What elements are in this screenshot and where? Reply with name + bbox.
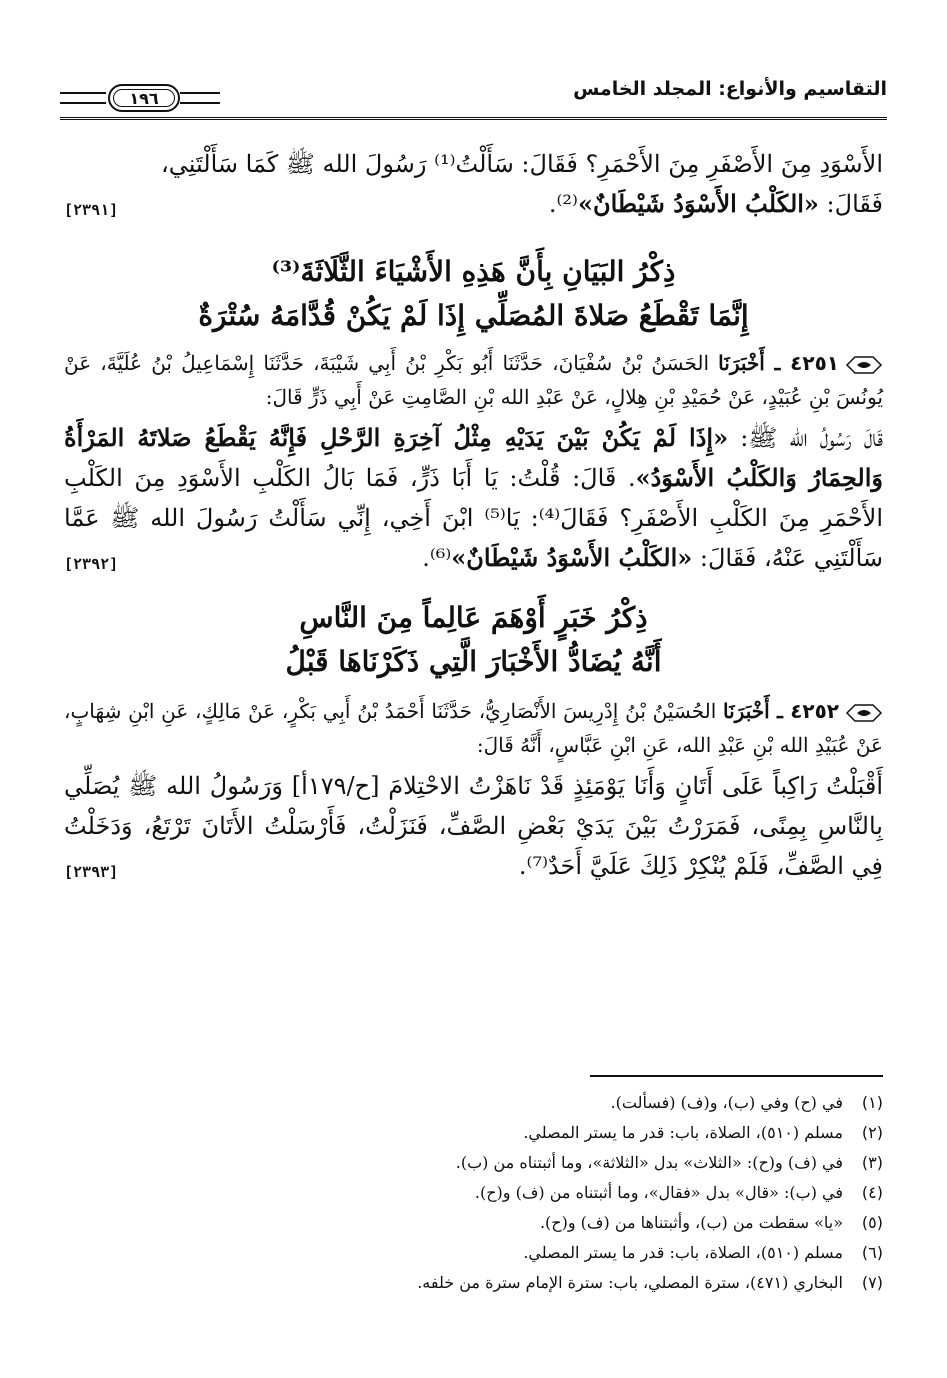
header-rule: [60, 117, 887, 120]
matn-text: ⁽⁶⁾.: [422, 544, 452, 572]
text-line: ⁽²⁾.: [548, 190, 578, 218]
page-number-box: [108, 84, 180, 112]
hadith-4251-text: [64, 418, 883, 578]
footnotes: [64, 1088, 883, 1298]
hadith-number: ٤٢٥٢: [790, 699, 840, 723]
heading-line: أَنَّهُ يُضَادُّ الأَخْبَارَ الَّتِي ذَكَرْنَاهَا قَبْلُ: [285, 645, 662, 678]
hadith-reference: [٢٣٩٣]: [64, 863, 119, 881]
footnote-text: «يا» سقطت من (ب)، وأثبتناها من (ف) و(ح).: [539, 1213, 843, 1232]
footnote: [64, 1208, 883, 1238]
page-number-frame: [60, 84, 220, 112]
footnote-separator: [590, 1075, 883, 1077]
footnote-text: مسلم (٥١٠)، الصلاة، باب: قدر ما يستر المصلي.: [523, 1123, 843, 1142]
section-heading: [64, 250, 883, 338]
footnote-number: (٥): [861, 1213, 883, 1232]
main-text: [64, 130, 883, 892]
page-number: ١٩٦: [113, 89, 175, 107]
footnote-text: البخاري (٤٧١)، سترة المصلي، باب: سترة الإمام سترة من خلفه.: [417, 1273, 843, 1292]
footnote-number: (٧): [861, 1273, 883, 1292]
hadith-ornament-icon: [845, 355, 883, 375]
isnad-text: الحَسَنُ بْنُ سُفْيَانَ، حَدَّثَنَا أَبُو بَكْرِ بْنُ أَبِي شَيْبَةَ، حَدَّثَنَا إِسْمَاعِيلُ بْنُ عُلَيَّةَ، عَنْ يُونُسَ بْنِ عُبَيْدٍ، عَنْ حُمَيْدِ بْنِ هِلالٍ، عَنْ عَبْدِ الله بْنِ الصَّامِتِ عَنْ أَبِي ذَرٍّ قَالَ:: [64, 351, 883, 409]
footnote-text: في (ف) و(ح): «الثلاث» بدل «الثلاثة»، وما أثبتناه من (ب).: [455, 1153, 843, 1172]
matn-text: قَالَ رَسُولُ الله ﷺ:: [728, 424, 884, 452]
footnote: [64, 1088, 883, 1118]
footnote-number: (٣): [861, 1153, 883, 1172]
footnote-number: (٢): [861, 1123, 883, 1142]
footnote-number: (٤): [861, 1183, 883, 1202]
heading-line: ذِكْرُ خَبَرٍ أَوْهَمَ عَالِماً مِنَ النَّاسِ: [299, 601, 648, 634]
hadith-reference: [٢٣٩١]: [64, 201, 119, 219]
quoted-saying: «الكَلْبُ الأَسْوَدُ شَيْطَانٌ»: [577, 189, 819, 218]
hadith-4251-chain: [64, 346, 883, 414]
matn-text: أَقْبَلْتُ رَاكِباً عَلَى أَتَانٍ وَأَنَا يَوْمَئِذٍ قَدْ نَاهَزْتُ الاحْتِلامَ [ح/١٧٩أ] وَرَسُولُ الله ﷺ يُصَلِّي بِالنَّاسِ بِمِنًى، فَمَرَرْتُ بَيْنَ يَدَيْ بَعْضِ الصَّفِّ، فَنَزَلْتُ، فَأَرْسَلْتُ الأَتَانَ تَرْتَعُ، وَدَخَلْتُ فِي الصَّفِّ، فَلَمْ يُنْكِرْ ذَلِكَ عَلَيَّ أَحَدٌ⁽⁷⁾.: [64, 772, 883, 880]
footnote: [64, 1238, 883, 1268]
footnote-text: مسلم (٥١٠)، الصلاة، باب: قدر ما يستر المصلي.: [523, 1243, 843, 1262]
prophetic-saying: «إِذَا لَمْ يَكُنْ بَيْنَ يَدَيْهِ مِثْلُ آخِرَةِ الرَّحْلِ فَإِنَّهُ يَقْطَعُ صَلاتَهُ المَرْأَةُ وَالحِمَارُ وَالكَلْبُ الأَسْوَدُ»: [64, 423, 884, 492]
page-header: [60, 70, 887, 120]
heading-line: ذِكْرُ البَيَانِ بِأَنَّ هَذِهِ الأَشْيَاءَ الثَّلَاثَةَ⁽³⁾: [271, 255, 676, 288]
hadith-number: ٤٢٥١: [790, 351, 839, 375]
footnote-text: في (ح) وفي (ب)، و(ف) (فسألت).: [610, 1093, 843, 1112]
running-title: التقاسيم والأنواع: المجلد الخامس: [573, 78, 887, 100]
prophetic-saying: «الكَلْبُ الأَسْوَدُ شَيْطَانٌ»: [451, 543, 693, 572]
hadith-ornament-icon: [845, 703, 883, 723]
text-line: فَقَالَ:: [818, 190, 883, 218]
section-heading: [64, 596, 883, 684]
akhbarana-label: ـ أَخْبَرَنَا: [723, 699, 791, 723]
ornament-lines-right: [180, 92, 220, 104]
matn-text: . قَالَ: قُلْتُ: يَا أَبَا ذَرٍّ، فَمَا بَالُ الكَلْبِ الأَسْوَدِ مِنَ الكَلْبِ الأَحْمَرِ مِنَ الكَلْبِ الأَصْفَرِ؟ فَقَالَ⁽⁴⁾: يَا⁽⁵⁾ ابْنَ أَخِي، إِنِّي سَأَلْتُ رَسُولَ الله ﷺ عَمَّا سَأَلْتَنِي عَنْهُ، فَقَالَ:: [64, 464, 884, 572]
footnote-number: (٦): [861, 1243, 883, 1262]
footnote: [64, 1268, 883, 1298]
ornament-lines-left: [60, 92, 106, 104]
akhbarana-label: ـ أَخْبَرَنَا: [718, 351, 791, 375]
footnote-text: في (ب): «قال» بدل «فقال»، وما أثبتناه من (ف) و(ح).: [474, 1183, 843, 1202]
hadith-4252-text: [64, 766, 883, 886]
hadith-4252-chain: [64, 694, 883, 762]
footnote: [64, 1178, 883, 1208]
hadith-reference: [٢٣٩٢]: [64, 555, 119, 573]
isnad-text: الحُسَيْنُ بْنُ إِدْرِيسَ الأَنْصَارِيُّ، حَدَّثَنَا أَحْمَدُ بْنُ أَبِي بَكْرٍ، عَنْ مَالِكٍ، عَنِ ابْنِ شِهَابٍ، عَنْ عُبَيْدِ الله بْنِ عَبْدِ الله، عَنِ ابْنِ عَبَّاسٍ، أَنَّهُ قَالَ:: [64, 699, 883, 757]
heading-line: إِنَّمَا تَقْطَعُ صَلاةَ المُصَلِّي إِذَا لَمْ يَكُنْ قُدَّامَهُ سُتْرَةٌ: [198, 299, 749, 332]
paragraph-continuation: [64, 144, 883, 224]
footnote: [64, 1118, 883, 1148]
footnote: [64, 1148, 883, 1178]
text-line: الأَسْوَدِ مِنَ الأَصْفَرِ مِنَ الأَحْمَرِ؟ فَقَالَ: سَأَلْتُ⁽¹⁾ رَسُولَ الله ﷺ كَمَا سَأَلْتَنِي،: [161, 150, 883, 178]
footnote-number: (١): [861, 1093, 883, 1112]
